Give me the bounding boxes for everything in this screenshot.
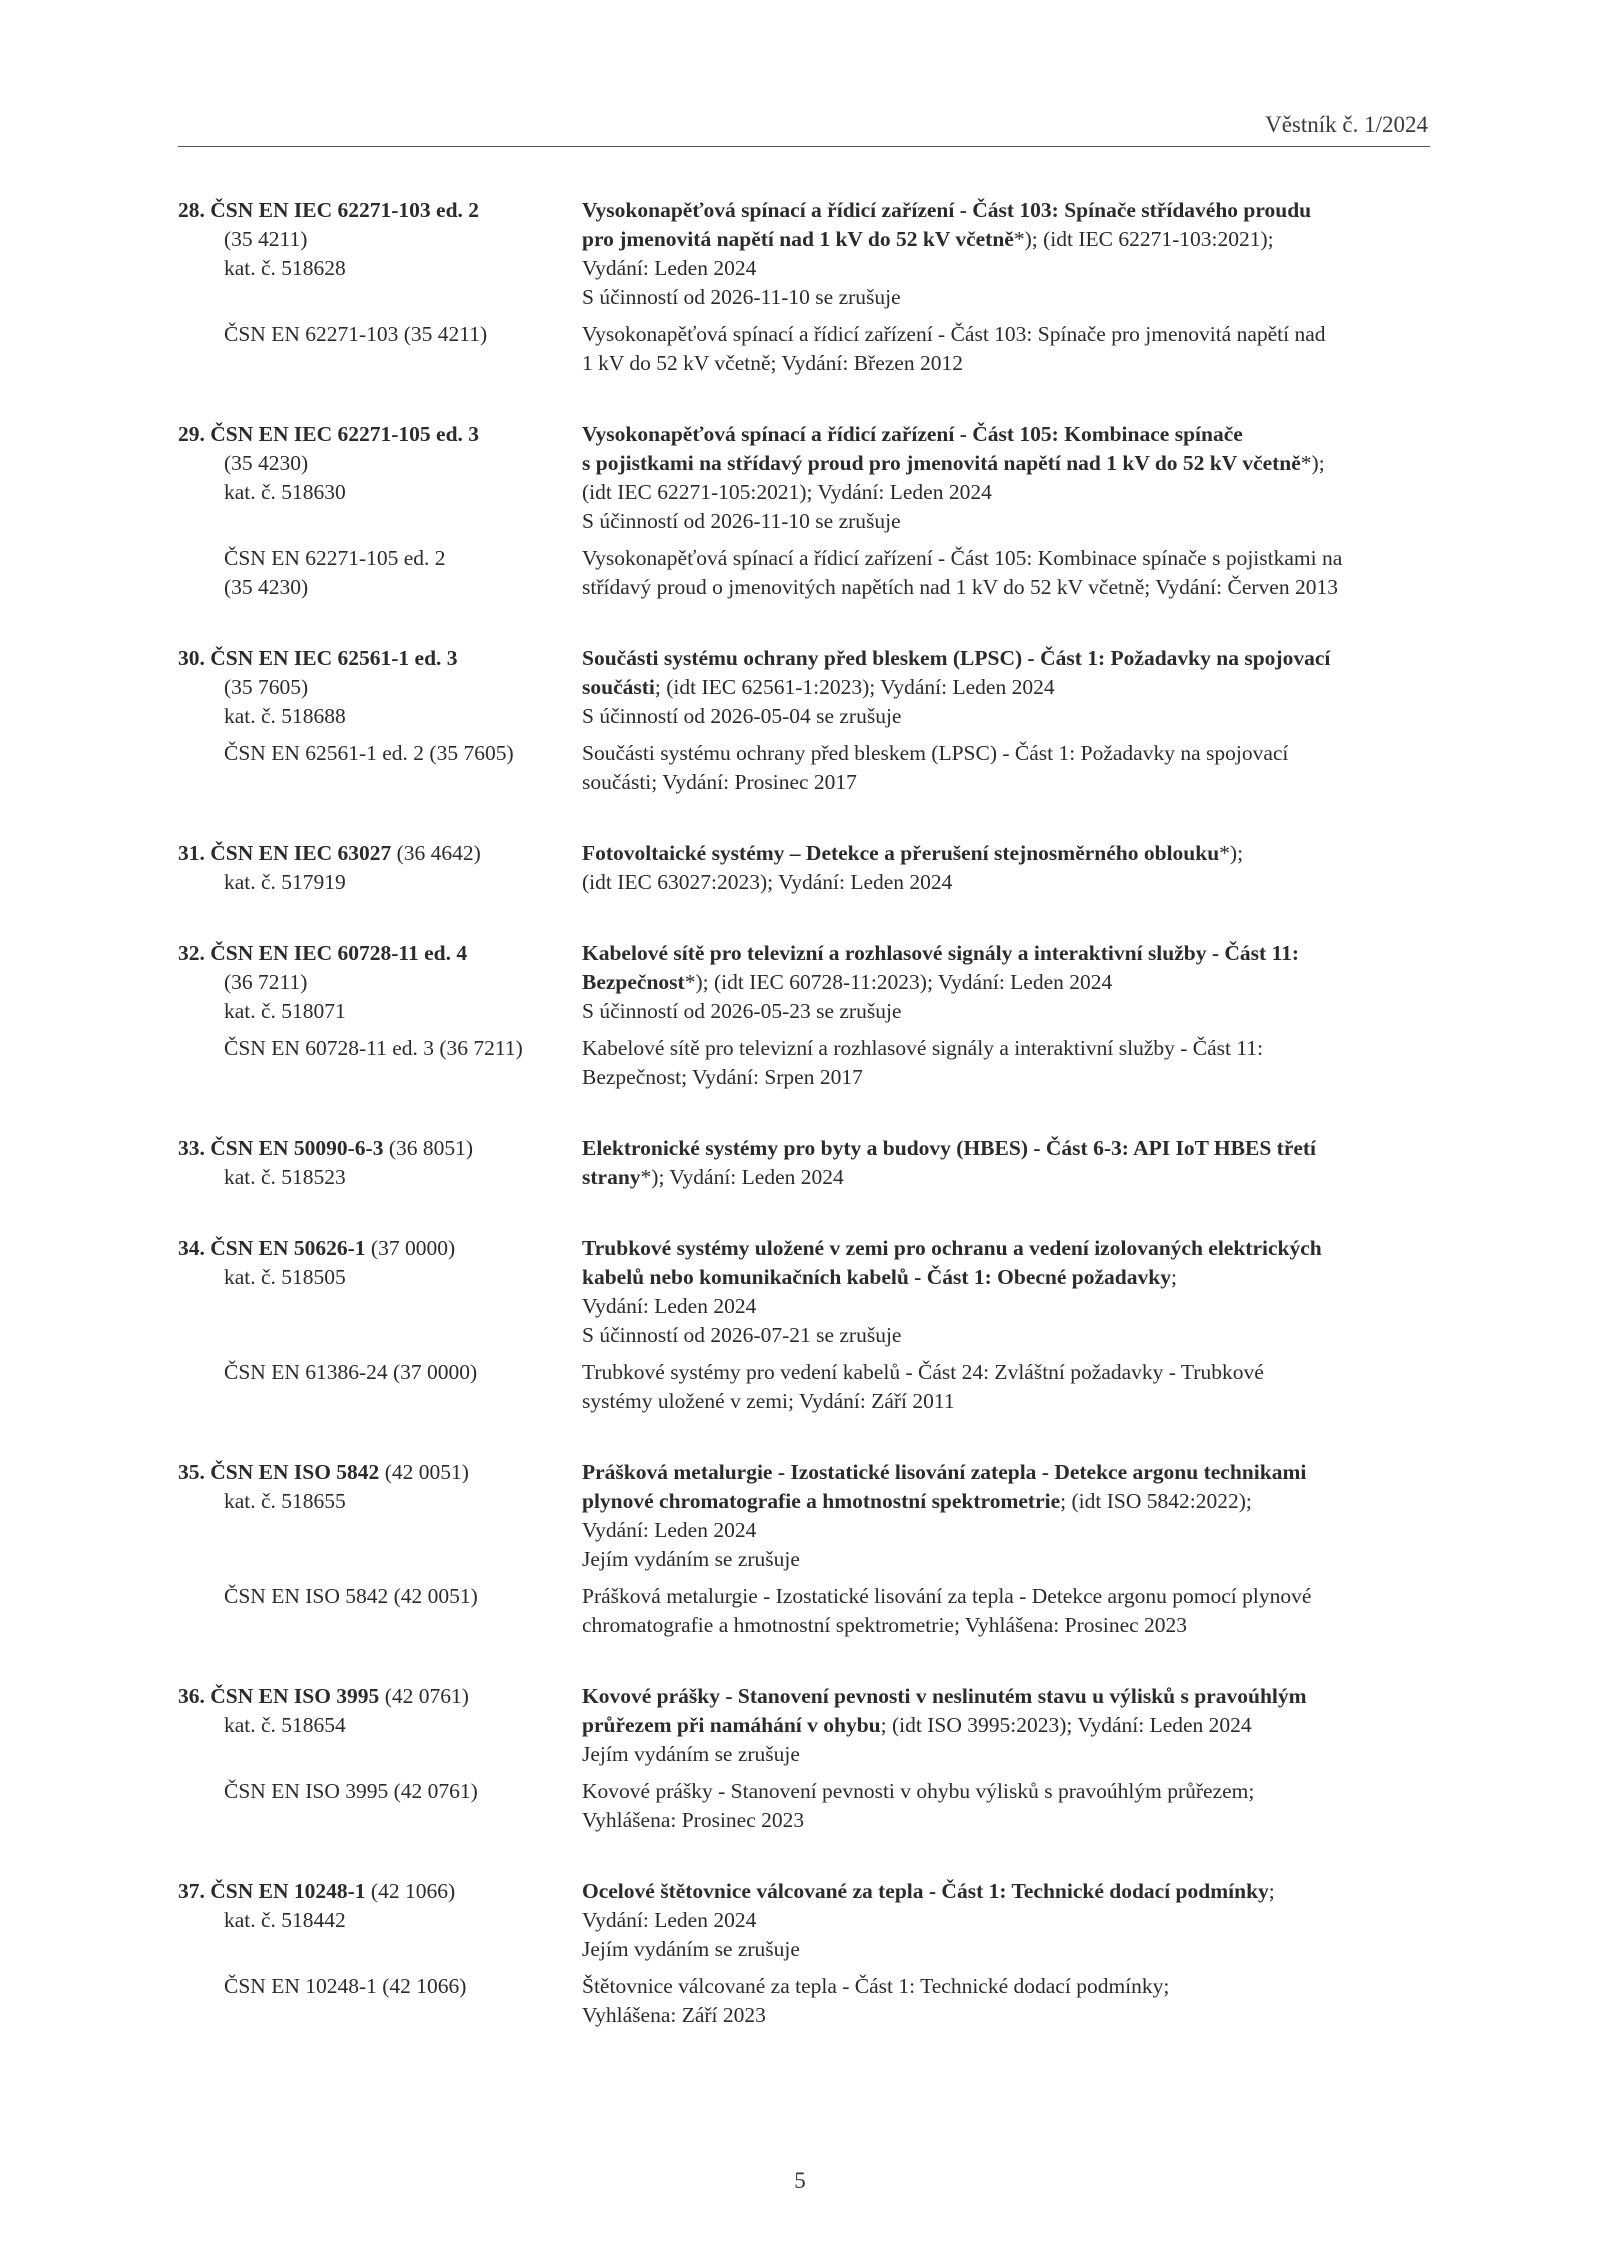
standard-detail: kat. č. 518505: [224, 1265, 346, 1289]
standard-title: Kabelové sítě pro televizní a rozhlasové signály a interaktivní služby - Část 11:: [582, 941, 1300, 965]
standard-detail: (36 7211): [224, 970, 308, 994]
description-line: [582, 644, 1430, 673]
replaced-code-line: ČSN EN 62271-105 ed. 2: [224, 546, 446, 570]
standard-identifiers: [178, 1134, 582, 1192]
replaced-standard-description: [582, 1972, 1430, 2030]
page-number: 5: [794, 2168, 806, 2193]
standard-identifiers: [178, 1877, 582, 1964]
standard-description: [582, 939, 1430, 1026]
standard-number-line: [178, 196, 582, 225]
standard-description: [582, 1682, 1430, 1769]
standard-entry: [178, 1877, 1430, 2030]
standard-code: ČSN EN ISO 5842: [210, 1460, 380, 1484]
replaced-code-line: ČSN EN 62561-1 ed. 2 (35 7605): [224, 741, 514, 765]
replaced-description-line: součásti; Vydání: Prosinec 2017: [582, 770, 857, 794]
entry-number: 37.: [178, 1879, 205, 1903]
standard-reference: *); (idt IEC 62271-103:2021);: [1013, 227, 1274, 251]
replaced-description-line: Vyhlášena: Prosinec 2023: [582, 1808, 805, 1832]
standard-description: [582, 196, 1430, 312]
replaced-description-line: Vyhlášena: Září 2023: [582, 2003, 766, 2027]
replaced-standard-code: [178, 1034, 582, 1092]
replaced-standard-description: [582, 1777, 1430, 1835]
description-line: [582, 1682, 1430, 1711]
standard-number-line: [178, 420, 582, 449]
standard-description: [582, 1877, 1430, 1964]
standard-title: Trubkové systémy uložené v zemi pro ochranu a vedení izolovaných elektrických: [582, 1236, 1322, 1260]
standard-info: Vydání: Leden 2024: [582, 1908, 757, 1932]
standard-detail: kat. č. 518654: [224, 1713, 346, 1737]
standard-title: Ocelové štětovnice válcované za tepla - Část 1: Technické dodací podmínky: [582, 1879, 1269, 1903]
standard-info: S účinností od 2026-11-10 se zrušuje: [582, 509, 901, 533]
replaced-standard-block: [178, 1358, 1430, 1416]
replaced-standard-description: [582, 320, 1430, 378]
replaced-description-line: Prášková metalurgie - Izostatické lisování za tepla - Detekce argonu pomocí plynové: [582, 1584, 1312, 1608]
standard-title: Kovové prášky - Stanovení pevnosti v neslinutém stavu u výlisků s pravoúhlým: [582, 1684, 1307, 1708]
replaced-code-line: ČSN EN 60728-11 ed. 3 (36 7211): [224, 1036, 523, 1060]
standard-detail: (35 4211): [224, 227, 308, 251]
description-line: [582, 673, 1430, 702]
standard-number-line: [178, 939, 582, 968]
standard-identifiers: [178, 196, 582, 312]
standard-title: Vysokonapěťová spínací a řídicí zařízení - Část 103: Spínače střídavého proudu: [582, 198, 1312, 222]
standard-title: s pojistkami na střídavý proud pro jmenovitá napětí nad 1 kV do 52 kV včetně: [582, 451, 1301, 475]
description-line: [582, 1458, 1430, 1487]
standard-main-block: [178, 1234, 1430, 1350]
replaced-standard-block: [178, 544, 1430, 602]
replaced-description-line: Součásti systému ochrany před bleskem (LPSC) - Část 1: Požadavky na spojovací: [582, 741, 1289, 765]
standard-identifiers: [178, 1682, 582, 1769]
entry-number: 36.: [178, 1684, 205, 1708]
standard-main-block: [178, 839, 1430, 897]
standard-code: ČSN EN IEC 63027: [210, 841, 392, 865]
standard-info: S účinností od 2026-07-21 se zrušuje: [582, 1323, 902, 1347]
standard-detail: kat. č. 518523: [224, 1165, 346, 1189]
standard-description: [582, 1234, 1430, 1350]
entry-number: 31.: [178, 841, 205, 865]
standard-info: S účinností od 2026-11-10 se zrušuje: [582, 285, 901, 309]
standard-info: Vydání: Leden 2024: [582, 1518, 757, 1542]
classification-code: (42 0051): [379, 1460, 469, 1484]
standard-reference: ;: [1170, 1265, 1177, 1289]
standard-title: kabelů nebo komunikačních kabelů - Část 1: Obecné požadavky: [582, 1265, 1171, 1289]
standard-detail: kat. č. 518628: [224, 256, 346, 280]
standard-detail: kat. č. 518630: [224, 480, 346, 504]
replaced-code-line: ČSN EN 10248-1 (42 1066): [224, 1974, 467, 1998]
standard-detail: (35 4230): [224, 451, 309, 475]
description-line: [582, 1711, 1430, 1740]
standard-detail: (35 7605): [224, 675, 309, 699]
standard-entry: [178, 1134, 1430, 1192]
standard-detail: kat. č. 517919: [224, 870, 346, 894]
replaced-description-line: Bezpečnost; Vydání: Srpen 2017: [582, 1065, 863, 1089]
standard-identifiers: [178, 839, 582, 897]
standard-description: [582, 1458, 1430, 1574]
standard-title: pro jmenovitá napětí nad 1 kV do 52 kV včetně: [582, 227, 1014, 251]
replaced-description-line: Trubkové systémy pro vedení kabelů - Část 24: Zvláštní požadavky - Trubkové: [582, 1360, 1264, 1384]
standard-code: ČSN EN IEC 60728-11 ed. 4: [210, 941, 468, 965]
replaced-description-line: Kovové prášky - Stanovení pevnosti v ohybu výlisků s pravoúhlým průřezem;: [582, 1779, 1255, 1803]
standard-description: [582, 839, 1430, 897]
replaced-standard-description: [582, 1034, 1430, 1092]
replaced-code-line: ČSN EN 61386-24 (37 0000): [224, 1360, 478, 1384]
description-line: [582, 1163, 1430, 1192]
description-line: [582, 1134, 1430, 1163]
entry-number: 34.: [178, 1236, 205, 1260]
standard-number-line: [178, 1134, 582, 1163]
standard-title: Prášková metalurgie - Izostatické lisování zatepla - Detekce argonu technikami: [582, 1460, 1307, 1484]
replaced-standard-code: [178, 739, 582, 797]
standard-reference: *); (idt IEC 60728-11:2023); Vydání: Leden 2024: [684, 970, 1113, 994]
standard-reference: *); Vydání: Leden 2024: [640, 1165, 844, 1189]
replaced-description-line: chromatografie a hmotnostní spektrometrie; Vyhlášena: Prosinec 2023: [582, 1613, 1188, 1637]
replaced-code-line: ČSN EN 62271-103 (35 4211): [224, 322, 488, 346]
replaced-standard-code: [178, 320, 582, 378]
replaced-standard-code: [178, 1972, 582, 2030]
replaced-standard-block: [178, 739, 1430, 797]
standard-code: ČSN EN IEC 62271-105 ed. 3: [210, 422, 480, 446]
replaced-description-line: střídavý proud o jmenovitých napětích nad 1 kV do 52 kV včetně; Vydání: Červen 2013: [582, 575, 1338, 599]
replaced-standard-description: [582, 739, 1430, 797]
standard-reference: ; (idt ISO 3995:2023); Vydání: Leden 2024: [880, 1713, 1252, 1737]
standard-identifiers: [178, 939, 582, 1026]
standard-detail: kat. č. 518655: [224, 1489, 346, 1513]
standard-info: S účinností od 2026-05-23 se zrušuje: [582, 999, 902, 1023]
replaced-description-line: Vysokonapěťová spínací a řídicí zařízení - Část 105: Kombinace spínače s pojistkami na: [582, 546, 1343, 570]
standard-number-line: [178, 644, 582, 673]
classification-code: (36 8051): [383, 1136, 474, 1160]
standard-entry: [178, 644, 1430, 797]
replaced-standard-description: [582, 1582, 1430, 1640]
replaced-code-line: ČSN EN ISO 5842 (42 0051): [224, 1584, 478, 1608]
standard-title: Elektronické systémy pro byty a budovy (HBES) - Část 6-3: API IoT HBES třetí: [582, 1136, 1317, 1160]
standard-code: ČSN EN ISO 3995: [210, 1684, 380, 1708]
replaced-standard-code: [178, 1358, 582, 1416]
replaced-standard-block: [178, 1582, 1430, 1640]
standard-code: ČSN EN 50626-1: [210, 1236, 366, 1260]
standard-entry: [178, 939, 1430, 1092]
description-line: [582, 1487, 1430, 1516]
replaced-standard-block: [178, 1777, 1430, 1835]
standard-identifiers: [178, 1234, 582, 1350]
description-line: [582, 839, 1430, 868]
standard-title: průřezem při namáhání v ohybu: [582, 1713, 881, 1737]
description-line: [582, 196, 1430, 225]
standard-entry: [178, 420, 1430, 602]
standard-title: Bezpečnost: [582, 970, 685, 994]
description-line: [582, 939, 1430, 968]
standard-main-block: [178, 196, 1430, 312]
replaced-description-line: 1 kV do 52 kV včetně; Vydání: Březen 2012: [582, 351, 963, 375]
standard-info: (idt IEC 63027:2023); Vydání: Leden 2024: [582, 870, 953, 894]
replaced-code-line: (35 4230): [224, 575, 309, 599]
replaced-description-line: Kabelové sítě pro televizní a rozhlasové signály a interaktivní služby - Část 11:: [582, 1036, 1264, 1060]
standard-entry: [178, 1682, 1430, 1835]
standard-title: strany: [582, 1165, 641, 1189]
replaced-standard-block: [178, 1972, 1430, 2030]
standard-detail: kat. č. 518442: [224, 1908, 346, 1932]
description-line: [582, 1234, 1430, 1263]
standard-reference: *);: [1219, 841, 1244, 865]
replaced-standard-block: [178, 1034, 1430, 1092]
standard-code: ČSN EN IEC 62561-1 ed. 3: [210, 646, 458, 670]
standard-main-block: [178, 1458, 1430, 1574]
standard-identifiers: [178, 1458, 582, 1574]
standard-entry: [178, 839, 1430, 897]
entry-number: 35.: [178, 1460, 205, 1484]
standard-title: Vysokonapěťová spínací a řídicí zařízení - Část 105: Kombinace spínače: [582, 422, 1243, 446]
standard-title: součásti: [582, 675, 655, 699]
standard-title: plynové chromatografie a hmotnostní spektrometrie: [582, 1489, 1061, 1513]
description-line: [582, 1877, 1430, 1906]
standard-title: Fotovoltaické systémy – Detekce a přerušení stejnosměrného oblouku: [582, 841, 1220, 865]
replaced-description-line: Štětovnice válcované za tepla - Část 1: Technické dodací podmínky;: [582, 1974, 1170, 1998]
header-divider: [178, 146, 1430, 147]
classification-code: (36 4642): [391, 841, 481, 865]
standard-number-line: [178, 839, 582, 868]
standard-entry: [178, 196, 1430, 378]
standard-number-line: [178, 1682, 582, 1711]
entry-number: 32.: [178, 941, 205, 965]
description-line: [582, 420, 1430, 449]
standard-reference: *);: [1300, 451, 1325, 475]
description-line: [582, 449, 1430, 478]
replaced-standard-code: [178, 1777, 582, 1835]
standard-description: [582, 644, 1430, 731]
replaced-standard-code: [178, 544, 582, 602]
replaced-standard-description: [582, 544, 1430, 602]
standard-number-line: [178, 1234, 582, 1263]
standard-reference: ; (idt ISO 5842:2022);: [1060, 1489, 1252, 1513]
standard-identifiers: [178, 420, 582, 536]
replaced-standard-description: [582, 1358, 1430, 1416]
standard-info: Jejím vydáním se zrušuje: [582, 1937, 800, 1961]
standard-main-block: [178, 420, 1430, 536]
standards-list: [178, 196, 1430, 2072]
entry-number: 29.: [178, 422, 205, 446]
standard-info: Vydání: Leden 2024: [582, 1294, 757, 1318]
classification-code: (42 1066): [365, 1879, 456, 1903]
standard-info: (idt IEC 62271-105:2021); Vydání: Leden 2024: [582, 480, 992, 504]
replaced-standard-code: [178, 1582, 582, 1640]
standard-detail: kat. č. 518071: [224, 999, 346, 1023]
description-line: [582, 968, 1430, 997]
standard-code: ČSN EN 10248-1: [210, 1879, 366, 1903]
replaced-description-line: Vysokonapěťová spínací a řídicí zařízení - Část 103: Spínače pro jmenovitá napětí nad: [582, 322, 1326, 346]
standard-main-block: [178, 644, 1430, 731]
standard-code: ČSN EN 50090-6-3: [210, 1136, 384, 1160]
standard-number-line: [178, 1458, 582, 1487]
entry-number: 28.: [178, 198, 205, 222]
classification-code: (42 0761): [379, 1684, 469, 1708]
standard-main-block: [178, 939, 1430, 1026]
standard-main-block: [178, 1134, 1430, 1192]
standard-description: [582, 420, 1430, 536]
description-line: [582, 225, 1430, 254]
standard-main-block: [178, 1877, 1430, 1964]
standard-info: Vydání: Leden 2024: [582, 256, 757, 280]
standard-detail: kat. č. 518688: [224, 704, 346, 728]
replaced-code-line: ČSN EN ISO 3995 (42 0761): [224, 1779, 478, 1803]
replaced-standard-block: [178, 320, 1430, 378]
standard-description: [582, 1134, 1430, 1192]
standard-title: Součásti systému ochrany před bleskem (LPSC) - Část 1: Požadavky na spojovací: [582, 646, 1331, 670]
standard-info: Jejím vydáním se zrušuje: [582, 1742, 800, 1766]
standard-entry: [178, 1234, 1430, 1416]
standard-reference: ;: [1268, 1879, 1275, 1903]
standard-code: ČSN EN IEC 62271-103 ed. 2: [210, 198, 480, 222]
standard-entry: [178, 1458, 1430, 1640]
entry-number: 33.: [178, 1136, 205, 1160]
page-header-title: Věstník č. 1/2024: [1265, 112, 1428, 137]
description-line: [582, 1263, 1430, 1292]
standard-info: Jejím vydáním se zrušuje: [582, 1547, 800, 1571]
standard-reference: ; (idt IEC 62561-1:2023); Vydání: Leden 2024: [654, 675, 1055, 699]
standard-identifiers: [178, 644, 582, 731]
replaced-description-line: systémy uložené v zemi; Vydání: Září 2011: [582, 1389, 955, 1413]
classification-code: (37 0000): [365, 1236, 456, 1260]
standard-main-block: [178, 1682, 1430, 1769]
standard-info: S účinností od 2026-05-04 se zrušuje: [582, 704, 902, 728]
entry-number: 30.: [178, 646, 205, 670]
standard-number-line: [178, 1877, 582, 1906]
